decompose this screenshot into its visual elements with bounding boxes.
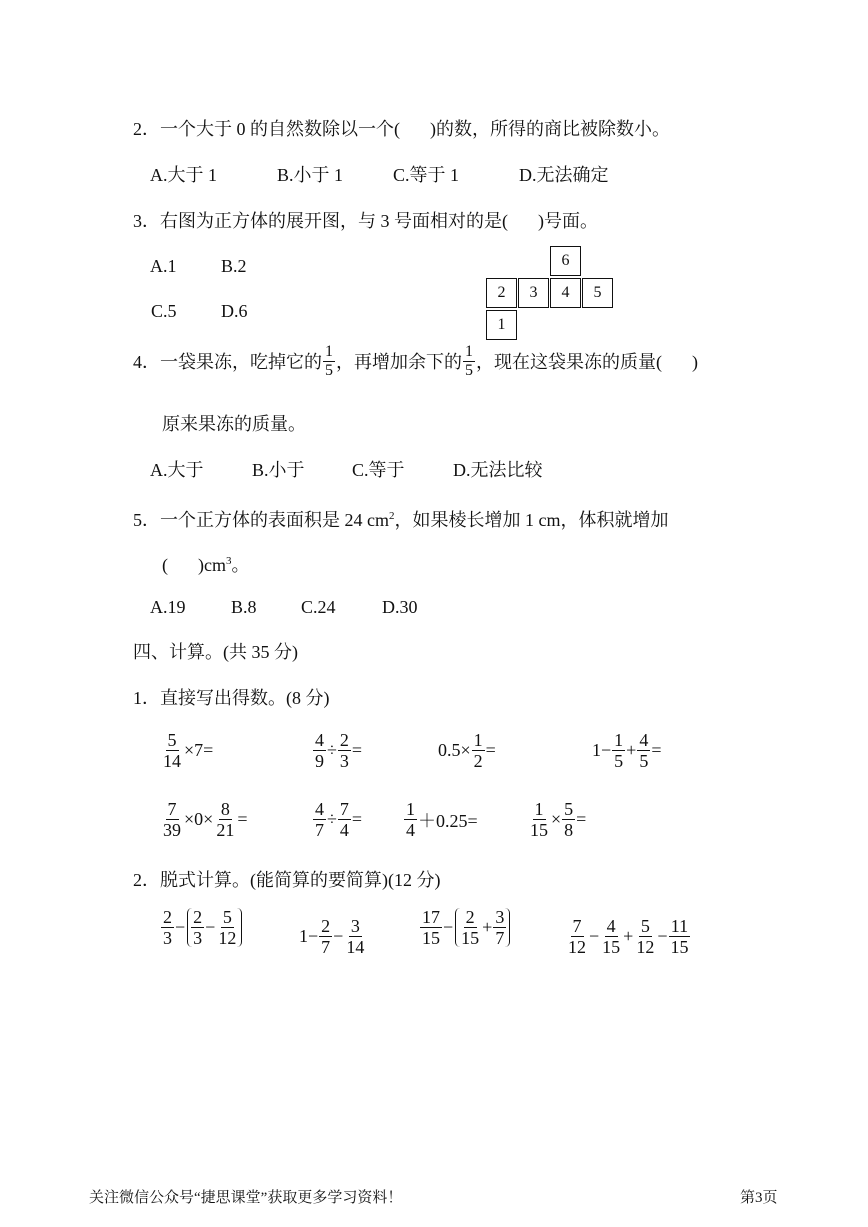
question-5: 5．一个正方体的表面积是 24 $cm^2$，如果棱长增加 1 cm，体积就增加 <box>133 510 669 530</box>
q3-option-b: B.2 <box>221 256 247 276</box>
q2-option-b: B.小于 1 <box>277 165 344 185</box>
footer-note: 关注微信公众号“捷思课堂”获取更多学习资料！ <box>89 1190 403 1206</box>
q2-option-c: C.等于 1 <box>393 165 460 185</box>
net-face-1: 1 <box>486 310 517 340</box>
expr-3: 0.5× $\frac{1}{2}$ = <box>438 730 496 771</box>
expr-4: 1− $\frac{1}{5}$ + $\frac{4}{5}$ = <box>592 730 662 771</box>
q5-option-c: C.24 <box>301 597 336 617</box>
calc2-expr-3: $\frac{17}{15}$ − $\frac{2}{15}$ + $\frac{3}{7}$ <box>419 908 512 947</box>
net-face-5: 5 <box>582 278 613 308</box>
q2-option-a: A.大于 1 <box>150 165 217 185</box>
expr-7: $\frac{1}{4}$ ＋0.25= <box>406 799 478 840</box>
question-2: 2．一个大于 0 的自然数除以一个( )的数，所得的商比被除数小。 <box>133 119 670 139</box>
q4-option-c: C.等于 <box>352 460 405 480</box>
question-4: 4． 一袋果冻，吃掉它的 $\frac{1}{5}$ ，再增加余下的 $\frac{1}{5}$ ，现在这袋果冻的质量( ) <box>133 343 698 379</box>
q5-option-b: B.8 <box>231 597 257 617</box>
expr-1: $\frac{5}{14}$ ×7= <box>163 730 214 771</box>
fraction: $\frac{1}{5}$ <box>465 343 473 379</box>
expr-2: $\frac{4}{9}$ ÷ $\frac{2}{3}$ = <box>315 730 363 771</box>
q4-option-d: D.无法比较 <box>453 460 543 480</box>
calc2-expr-1: $\frac{2}{3}$ − $\frac{2}{3}$ − $\frac{5}{12}$ <box>160 908 244 947</box>
q3-option-a: A.1 <box>150 256 177 276</box>
question-3: 3．右图为正方体的展开图，与 3 号面相对的是( )号面。 <box>133 211 598 231</box>
fraction: $\frac{1}{5}$ <box>325 343 333 379</box>
q5-option-d: D.30 <box>382 597 418 617</box>
net-face-2: 2 <box>486 278 517 308</box>
calc2-title: 2．脱式计算。(能简算的要简算)(12 分) <box>133 870 441 890</box>
q3-option-c: C.5 <box>151 301 177 321</box>
q4-line2: 原来果冻的质量。 <box>162 414 306 434</box>
net-face-6: 6 <box>550 246 581 276</box>
bracket: $\frac{2}{15}$ + $\frac{3}{7}$ <box>455 908 510 947</box>
q5-line2: ( )$cm^3$。 <box>162 555 250 575</box>
q2-option-d: D.无法确定 <box>519 165 609 185</box>
bracket: $\frac{2}{3}$ − $\frac{5}{12}$ <box>187 908 242 947</box>
expr-8: $\frac{1}{15}$ × $\frac{5}{8}$ = <box>530 799 587 840</box>
calc2-expr-2: 1− $\frac{2}{7}$ − $\frac{3}{14}$ <box>299 916 365 957</box>
calc1-title: 1．直接写出得数。(8 分) <box>133 688 330 708</box>
q4-option-a: A.大于 <box>150 460 204 480</box>
expr-6: $\frac{4}{7}$ ÷ $\frac{7}{4}$ = <box>315 799 363 840</box>
net-face-3: 3 <box>518 278 549 308</box>
expr-5: $\frac{7}{39}$ ×0× $\frac{8}{21}$ = <box>163 799 248 840</box>
q4-option-b: B.小于 <box>252 460 305 480</box>
q3-option-d: D.6 <box>221 301 248 321</box>
calc2-expr-4: $\frac{7}{12}$ − $\frac{4}{15}$ + $\frac{5}{12}$ − $\frac{11}{15}$ <box>568 916 689 957</box>
net-face-4: 4 <box>550 278 581 308</box>
q5-option-a: A.19 <box>150 597 186 617</box>
page-number: 第3页 <box>740 1190 778 1206</box>
section-title: 四、计算。(共 35 分) <box>133 642 298 662</box>
